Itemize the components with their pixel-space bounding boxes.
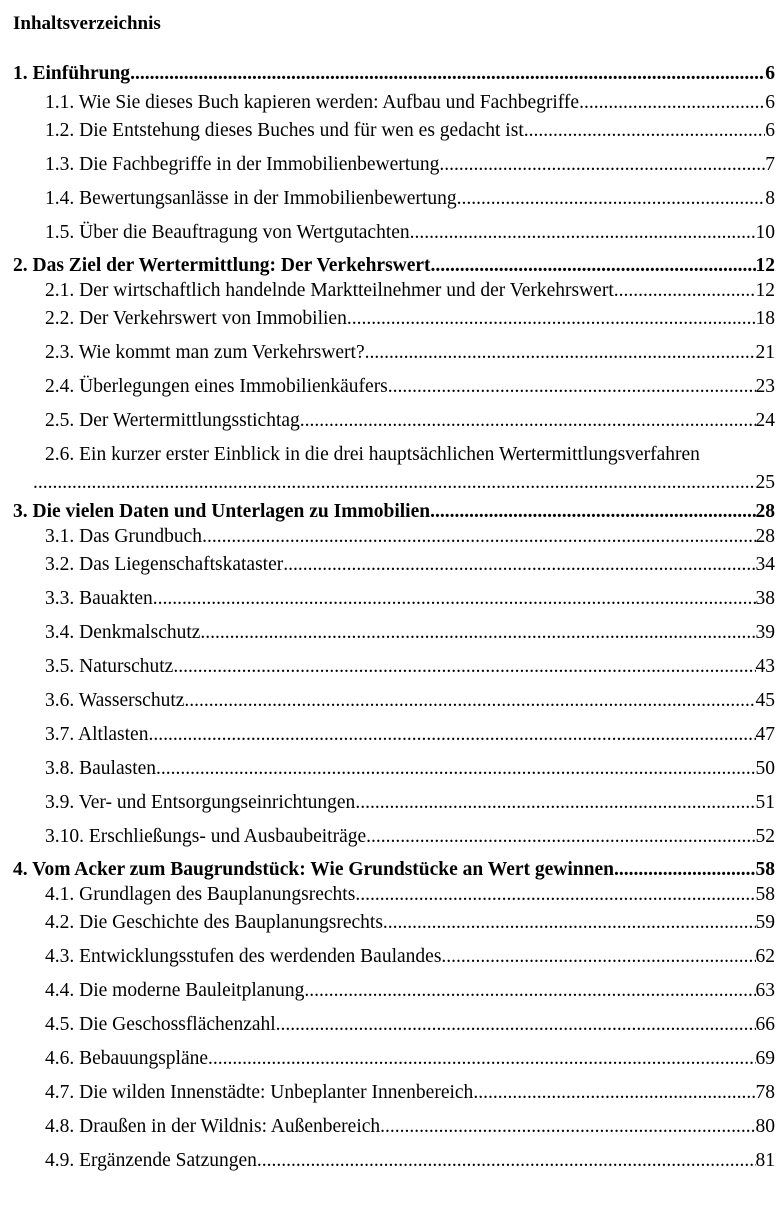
toc-entry-label: 4.7. Die wilden Innenstädte: Unbeplanter Innenbereich [45,1082,474,1103]
toc-page-number: 62 [755,946,775,967]
dot-leader [410,220,756,246]
toc-entry-label: 2.1. Der wirtschaftlich handelnde Marktteilnehmer und der Verkehrswert [45,280,614,301]
dot-leader [430,500,755,524]
toc-entry-label: 4.6. Bebauungspläne [45,1048,209,1069]
toc-entry-section[interactable] [0,910,783,944]
toc-page-number: 52 [755,826,775,847]
toc-entry-section[interactable] [0,1046,783,1080]
toc-page-number: 69 [755,1048,775,1069]
toc-page-number: 43 [755,656,775,677]
dot-leader [439,152,765,178]
toc-entry-section[interactable] [0,944,783,978]
toc-page-number: 23 [755,376,775,397]
toc-entry-section[interactable] [0,1080,783,1114]
toc-page-number: 21 [755,342,775,363]
toc-entry-section[interactable] [0,620,783,654]
toc-page-number: 39 [755,622,775,643]
toc-entry-section[interactable] [0,340,783,374]
toc-page-number: 7 [765,154,775,175]
dot-leader [33,470,756,496]
dot-leader [173,654,755,680]
toc-entry-chapter[interactable] [0,62,783,90]
dot-leader [579,90,765,116]
toc-page-number: 10 [755,222,775,243]
toc-entry-section[interactable] [0,756,783,790]
toc-entry-label: 2.5. Der Wertermittlungsstichtag [45,410,300,431]
toc-entry-section[interactable] [0,552,783,586]
dot-leader [148,722,755,748]
dot-leader [614,858,756,882]
dot-leader [202,524,755,550]
toc-page-number: 63 [755,980,775,1001]
toc-entry-label: 4.4. Die moderne Bauleitplanung [45,980,305,1001]
toc-entry-section[interactable] [0,278,783,306]
dot-leader [614,278,756,304]
toc-entry-label: 4. Vom Acker zum Baugrundstück: Wie Grundstücke an Wert gewinnen [13,859,614,880]
toc-entry-section[interactable] [0,306,783,340]
toc-entry-label: 1.3. Die Fachbegriffe in der Immobilienbewertung [45,154,440,175]
toc-page-number: 12 [755,280,775,301]
toc-entry-label: 4.8. Draußen in der Wildnis: Außenbereich [45,1116,381,1137]
toc-page-number: 24 [755,410,775,431]
toc-entry-label: 2. Das Ziel der Wertermittlung: Der Verkehrswert [13,255,431,276]
toc-page-number: 59 [755,912,775,933]
toc-page-number: 8 [765,188,775,209]
dot-leader [300,408,756,434]
dot-leader [355,882,755,908]
toc-entry-section[interactable] [0,1148,783,1182]
toc-page-number: 12 [755,255,775,276]
toc-entry-label: 4.3. Entwicklungsstufen des werdenden Baulandes [45,946,442,967]
toc-entry-label: 2.6. Ein kurzer erster Einblick in die drei hauptsächlichen Wertermittlungsverfahren [45,444,700,465]
dot-leader [431,254,756,278]
dot-leader [208,1046,755,1072]
table-of-contents [0,62,783,1182]
toc-page-number: 51 [755,792,775,813]
toc-page-number: 78 [755,1082,775,1103]
toc-entry-label: 2.2. Der Verkehrswert von Immobilien [45,308,347,329]
toc-entry-label: 3.1. Das Grundbuch [45,526,203,547]
dot-leader [200,620,755,646]
dot-leader [441,944,755,970]
dot-leader [473,1080,755,1106]
toc-page-number: 28 [755,501,775,522]
toc-entry-label: 3.4. Denkmalschutz [45,622,201,643]
toc-entry-label: 3.9. Ver- und Entsorgungseinrichtungen [45,792,356,813]
dot-leader [355,790,755,816]
toc-entry-label: 3.5. Naturschutz [45,656,174,677]
dot-leader [304,978,755,1004]
toc-page-number: 58 [755,884,775,905]
toc-page-number: 6 [765,120,775,141]
toc-entry-section[interactable] [0,1114,783,1148]
page-title: Inhaltsverzeichnis [13,13,161,34]
toc-entry-continuation[interactable] [0,470,783,500]
toc-entry-label: 1.5. Über die Beauftragung von Wertgutachten [45,222,410,243]
dot-leader [366,824,755,850]
toc-entry-label: 1. Einführung [13,63,131,84]
toc-entry-section[interactable] [0,152,783,186]
toc-entry-section[interactable] [0,186,783,220]
dot-leader [184,688,755,714]
dot-leader [153,586,756,612]
toc-entry-label: 4.2. Die Geschichte des Bauplanungsrechts [45,912,383,933]
toc-entry-label: 4.1. Grundlagen des Bauplanungsrechts [45,884,356,905]
toc-page-number: 25 [755,472,775,493]
toc-entry-label: 3. Die vielen Daten und Unterlagen zu Immobilien [13,501,431,522]
toc-entry-label: 2.3. Wie kommt man zum Verkehrswert? [45,342,365,363]
toc-entry-section[interactable] [0,90,783,118]
dot-leader [130,62,765,86]
dot-leader [388,374,756,400]
toc-page-number: 66 [755,1014,775,1035]
toc-page-number: 28 [755,526,775,547]
toc-entry-section[interactable] [0,220,783,254]
toc-entry-section[interactable] [0,688,783,722]
toc-entry-section[interactable] [0,442,783,470]
toc-page-number: 18 [755,308,775,329]
dot-leader [257,1148,756,1174]
toc-entry-chapter[interactable] [0,500,783,524]
toc-entry-label: 4.5. Die Geschossflächenzahl [45,1014,276,1035]
toc-entry-label: 3.2. Das Liegenschaftskataster [45,554,284,575]
toc-entry-section[interactable] [0,118,783,152]
toc-entry-label: 3.8. Baulasten [45,758,157,779]
toc-entry-section[interactable] [0,524,783,552]
toc-entry-section[interactable] [0,882,783,910]
toc-entry-section[interactable] [0,1012,783,1046]
toc-entry-section[interactable] [0,586,783,620]
toc-entry-section[interactable] [0,722,783,756]
dot-leader [380,1114,755,1140]
dot-leader [276,1012,756,1038]
toc-entry-section[interactable] [0,824,783,858]
dot-leader [283,552,755,578]
toc-entry-label: 3.6. Wasserschutz [45,690,185,711]
toc-entry-section[interactable] [0,374,783,408]
toc-entry-label: 1.2. Die Entstehung dieses Buches und für wen es gedacht ist [45,120,524,141]
toc-entry-label: 2.4. Überlegungen eines Immobilienkäufers [45,376,388,397]
toc-page-number: 6 [765,63,775,84]
dot-leader [524,118,766,144]
toc-page-number: 38 [755,588,775,609]
toc-entry-label: 3.7. Altlasten [45,724,149,745]
dot-leader [365,340,756,366]
toc-page-number: 50 [755,758,775,779]
toc-page-number: 47 [755,724,775,745]
dot-leader [383,910,756,936]
toc-page-number: 6 [765,92,775,113]
toc-page-number: 45 [755,690,775,711]
toc-page-number: 81 [755,1150,775,1171]
toc-entry-section[interactable] [0,408,783,442]
toc-page-number: 34 [755,554,775,575]
toc-entry-label: 3.3. Bauakten [45,588,153,609]
toc-entry-label: 3.10. Erschließungs- und Ausbaubeiträge [45,826,367,847]
toc-entry-chapter[interactable] [0,254,783,278]
toc-page-number: 58 [755,859,775,880]
toc-entry-section[interactable] [0,654,783,688]
toc-entry-section[interactable] [0,978,783,1012]
dot-leader [457,186,766,212]
dot-leader [156,756,755,782]
toc-entry-label: 1.1. Wie Sie dieses Buch kapieren werden: Aufbau und Fachbegriffe [45,92,580,113]
toc-entry-label: 4.9. Ergänzende Satzungen [45,1150,257,1171]
toc-entry-label: 1.4. Bewertungsanlässe in der Immobilienbewertung [45,188,457,209]
toc-entry-section[interactable] [0,790,783,824]
toc-page-number: 80 [755,1116,775,1137]
toc-entry-chapter[interactable] [0,858,783,882]
dot-leader [347,306,756,332]
